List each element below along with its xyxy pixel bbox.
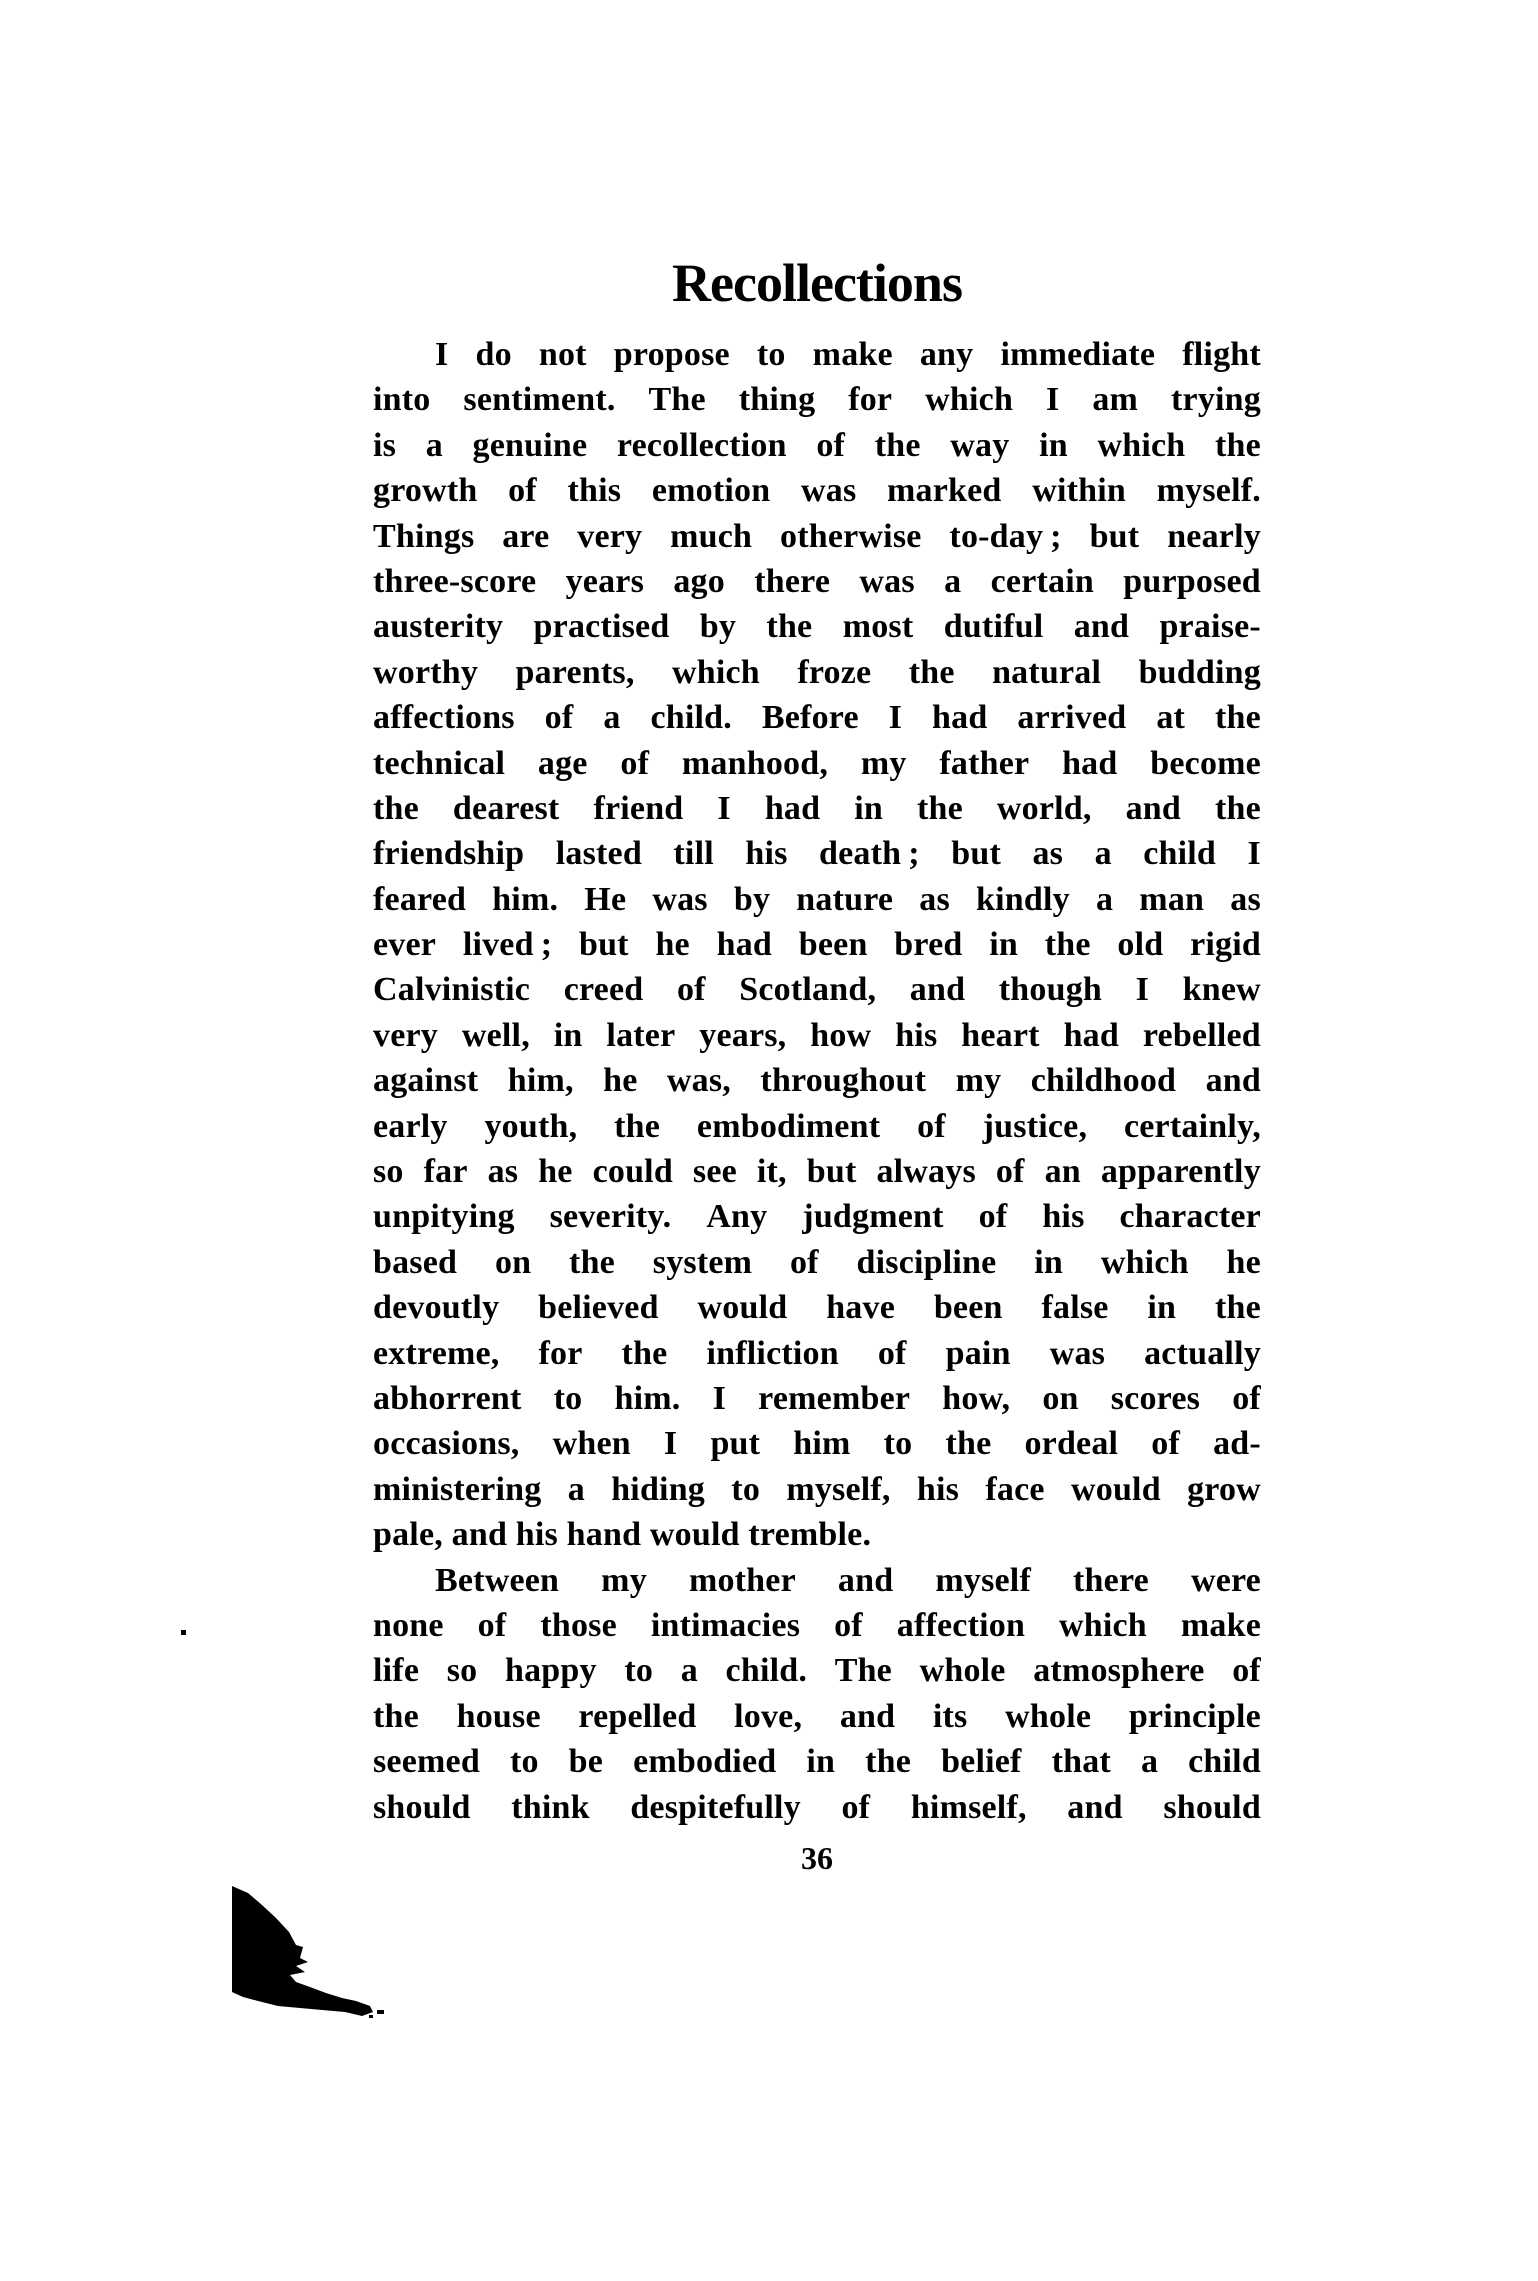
text-line: I do not propose to make any immediate flight xyxy=(435,336,1261,373)
text-line: very well, in later years, how his heart had rebelled xyxy=(373,1016,1261,1054)
text-line: austerity practised by the most dutiful and praise- xyxy=(373,608,1261,646)
text-line: affections of a child. Before I had arrived at the xyxy=(373,699,1261,737)
text-line: none of those intimacies of affection which make xyxy=(373,1606,1261,1644)
text-line: unpitying severity. Any judgment of his character xyxy=(373,1198,1261,1236)
text-line: ministering a hiding to myself, his face would grow xyxy=(373,1470,1261,1508)
text-line: Things are very much otherwise to-day ; but nearly xyxy=(373,517,1261,555)
text-line: friendship lasted till his death ; but as a child I xyxy=(373,835,1261,873)
text-line: technical age of manhood, my father had become xyxy=(373,744,1261,782)
text-line: abhorrent to him. I remember how, on scores of xyxy=(373,1379,1261,1417)
text-line: Between my mother and myself there were xyxy=(435,1561,1261,1599)
text-line: early youth, the embodiment of justice, certainly, xyxy=(373,1107,1261,1145)
text-line: feared him. He was by nature as kindly a man as xyxy=(373,880,1261,918)
text-line: seemed to be embodied in the belief that a child xyxy=(373,1743,1261,1781)
text-line: the dearest friend I had in the world, and the xyxy=(373,789,1261,827)
text-line: worthy parents, which froze the natural budding xyxy=(373,653,1261,691)
ink-blot-artifact xyxy=(225,1875,385,2025)
text-line: three-score years ago there was a certain purposed xyxy=(373,562,1261,600)
text-line: based on the system of discipline in which he xyxy=(373,1243,1261,1281)
text-line: should think despitefully of himself, and should xyxy=(373,1788,1261,1826)
text-line: occasions, when I put him to the ordeal of ad- xyxy=(373,1425,1261,1463)
page-number: 36 xyxy=(801,1840,833,1876)
text-line: Calvinistic creed of Scotland, and though I knew xyxy=(373,971,1261,1009)
text-line: pale, and his hand would tremble. xyxy=(373,1516,872,1554)
text-line: ever lived ; but he had been bred in the old rigid xyxy=(373,926,1261,964)
text-line: into sentiment. The thing for which I am trying xyxy=(373,381,1261,419)
text-line: devoutly believed would have been false in the xyxy=(373,1289,1261,1327)
margin-speck-artifact xyxy=(181,1630,186,1635)
text-line: life so happy to a child. The whole atmosphere of xyxy=(373,1652,1261,1690)
text-line: against him, he was, throughout my childhood and xyxy=(373,1062,1261,1100)
text-line: so far as he could see it, but always of an apparently xyxy=(373,1153,1261,1191)
page-title: Recollections xyxy=(672,253,962,313)
text-line: is a genuine recollection of the way in which the xyxy=(373,426,1261,464)
page-body xyxy=(373,336,1261,1834)
text-line: the house repelled love, and its whole principle xyxy=(373,1697,1261,1735)
text-line: growth of this emotion was marked within myself. xyxy=(373,472,1261,510)
text-line: extreme, for the infliction of pain was actually xyxy=(373,1334,1261,1372)
